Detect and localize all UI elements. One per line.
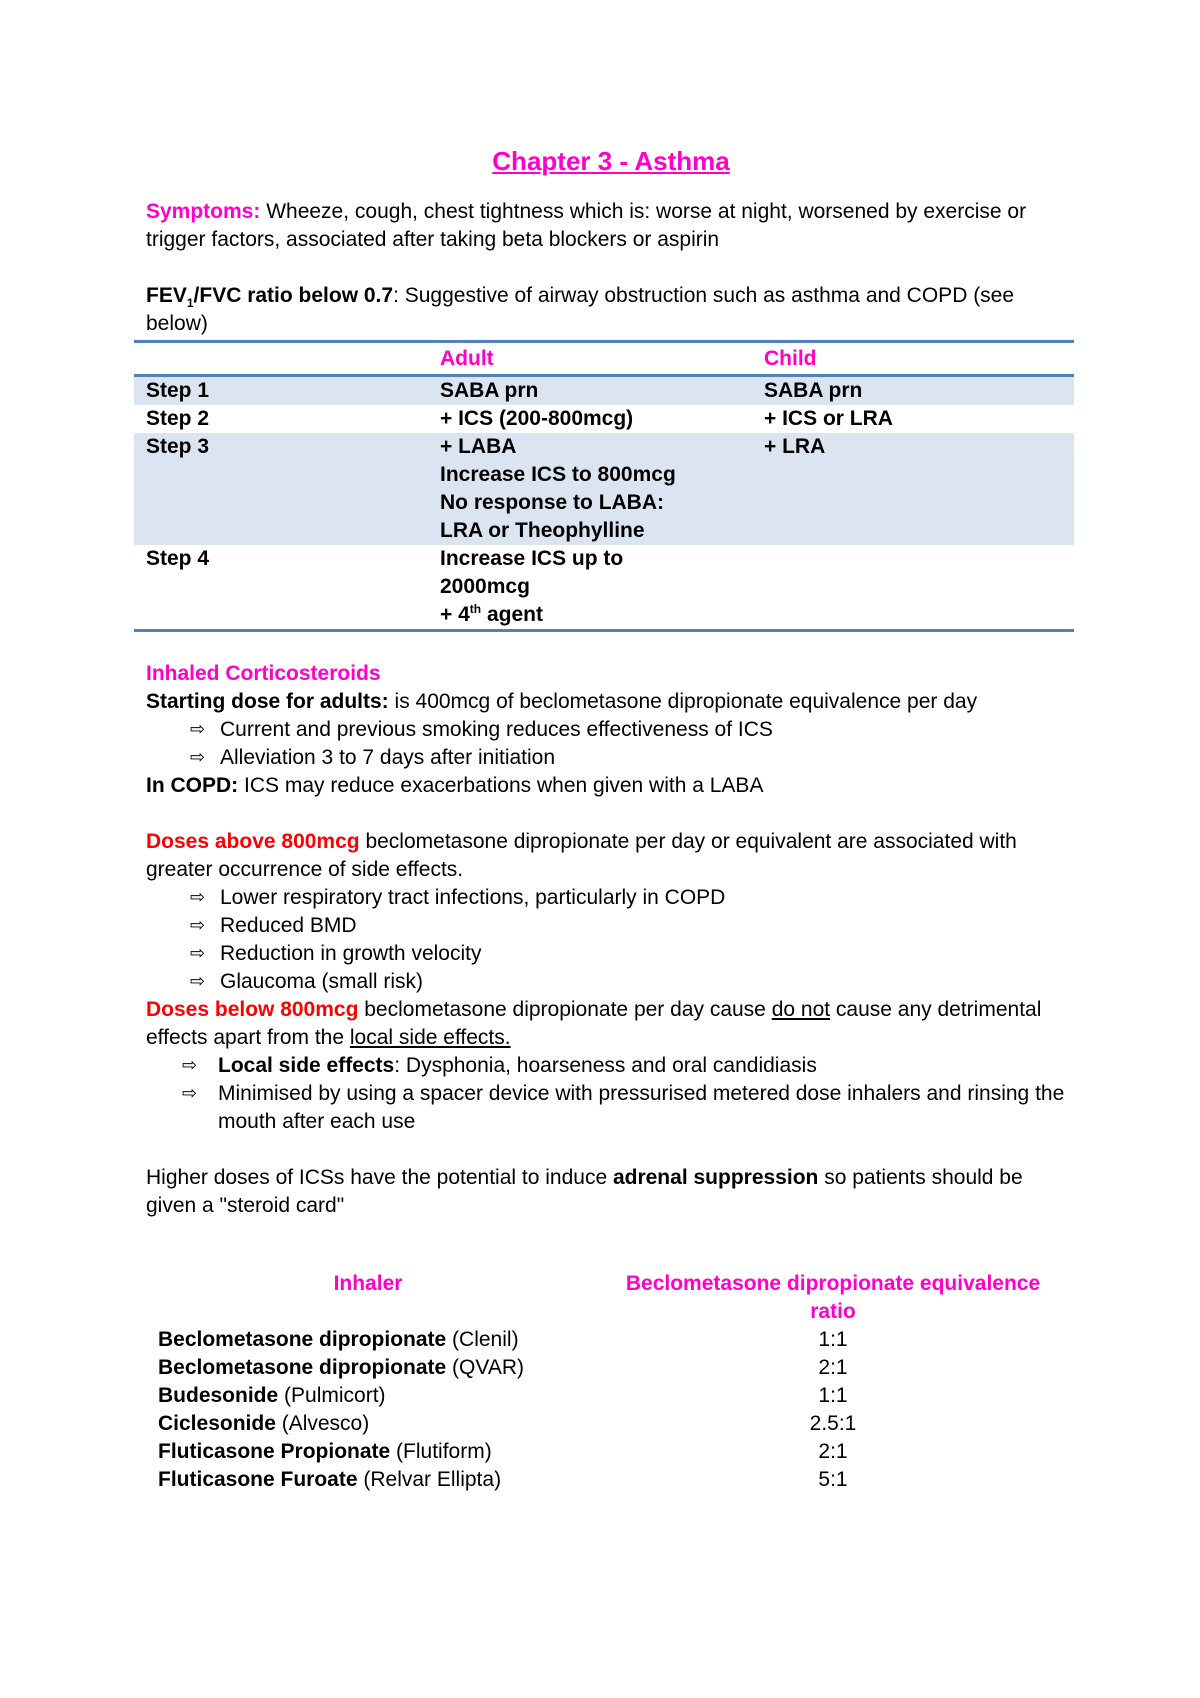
symptoms-text: Wheeze, cough, chest tightness which is: worse at night, worsened by exercise or trigger factors, associated after taking beta blockers or aspirin <box>146 200 1027 251</box>
copd-paragraph: In COPD: ICS may reduce exacerbations when given with a LABA <box>146 774 764 797</box>
child-cell: SABA prn <box>752 376 1074 406</box>
arrow-right-icon: ⇨ <box>190 971 206 992</box>
fev-paragraph <box>146 282 1076 338</box>
adult-cell: Increase ICS up to 2000mcg + 4th agent <box>440 547 624 626</box>
inhaler-header-row <box>146 1270 1076 1326</box>
inhaler-cell: Fluticasone Furoate (Relvar Ellipta) <box>158 1468 502 1491</box>
table-row <box>146 1466 1076 1494</box>
child-cell: + LRA <box>752 433 1074 545</box>
steps-row <box>134 376 1074 406</box>
inhaler-header: Inhaler <box>333 1272 403 1295</box>
ratio-cell: 5:1 <box>818 1468 848 1491</box>
fev-text: : Suggestive of airway obstruction such as asthma and COPD (see below) <box>146 284 1015 335</box>
adult-cell: + ICS (200-800mcg) <box>440 407 634 430</box>
table-row <box>146 1382 1076 1410</box>
local-effects-list <box>146 1052 1076 1136</box>
adult-cell: SABA prn <box>428 376 752 406</box>
arrow-right-icon: ⇨ <box>182 1083 198 1104</box>
doses-below-paragraph: Doses below 800mcg beclometasone dipropionate per day cause do not cause any detrimental effects apart from the local side effects. <box>146 998 1042 1049</box>
table-row <box>146 1410 1076 1438</box>
page-title: Chapter 3 - Asthma <box>492 146 730 176</box>
inhaler-equivalence-table <box>146 1270 1076 1494</box>
step-label: Step 2 <box>146 407 210 430</box>
ics-heading: Inhaled Corticosteroids <box>146 662 381 685</box>
list-item: ⇨ Lower respiratory tract infections, particularly in COPD <box>190 884 1076 912</box>
steps-row <box>134 405 1074 433</box>
list-item: ⇨ Reduced BMD <box>190 912 1076 940</box>
list-item: ⇨ Glaucoma (small risk) <box>190 968 1076 996</box>
child-cell <box>752 545 1074 631</box>
symptoms-label: Symptoms: <box>146 200 261 223</box>
side-effects-list <box>146 884 1076 996</box>
arrow-right-icon: ⇨ <box>190 719 206 740</box>
steps-header-row <box>134 342 1074 376</box>
step-label: Step 4 <box>146 547 210 570</box>
ratio-cell: 1:1 <box>818 1328 848 1351</box>
list-item: ⇨ Minimised by using a spacer device with pressurised metered dose inhalers and rinsing the mouth after each use <box>182 1082 1065 1133</box>
inhaler-cell: Beclometasone dipropionate (Clenil) <box>158 1328 519 1351</box>
inhaler-cell: Budesonide (Pulmicort) <box>158 1384 386 1407</box>
ratio-header: Beclometasone dipropionate equivalence ratio <box>625 1272 1041 1323</box>
document-page <box>146 143 1076 1494</box>
table-row <box>146 1326 1076 1354</box>
starting-dose-paragraph: Starting dose for adults: is 400mcg of beclometasone dipropionate equivalence per day <box>146 690 978 713</box>
ratio-cell: 2:1 <box>818 1356 848 1379</box>
inhaler-cell: Ciclesonide (Alvesco) <box>158 1412 370 1435</box>
fev-label: $FEV_1$/FVC ratio below 0.7 <box>146 284 394 311</box>
table-row <box>146 1354 1076 1382</box>
steps-header-blank <box>134 342 428 376</box>
ics-bullet-list <box>146 716 1076 772</box>
ratio-cell: 2:1 <box>818 1440 848 1463</box>
step-label: Step 3 <box>134 433 428 545</box>
child-cell: + ICS or LRA <box>764 407 893 430</box>
ratio-cell: 1:1 <box>818 1384 848 1407</box>
adrenal-paragraph: Higher doses of ICSs have the potential to induce adrenal suppression so patients should be given a "steroid card" <box>146 1166 1023 1217</box>
ratio-cell: 2.5:1 <box>809 1412 857 1435</box>
inhaler-cell: Beclometasone dipropionate (QVAR) <box>158 1356 524 1379</box>
treatment-steps-table <box>134 340 1074 632</box>
arrow-right-icon: ⇨ <box>190 887 206 908</box>
doses-above-paragraph: Doses above 800mcg beclometasone dipropionate per day or equivalent are associated with greater occurrence of side effects. <box>146 830 1017 881</box>
steps-header-child: Child <box>764 346 817 370</box>
table-row <box>146 1438 1076 1466</box>
list-item: ⇨ Current and previous smoking reduces effectiveness of ICS <box>190 716 1076 744</box>
arrow-right-icon: ⇨ <box>190 943 206 964</box>
steps-row <box>134 545 1074 631</box>
arrow-right-icon: ⇨ <box>182 1055 198 1076</box>
list-item: ⇨ Local side effects: Dysphonia, hoarseness and oral candidiasis <box>182 1052 1076 1080</box>
list-item: ⇨ Reduction in growth velocity <box>190 940 1076 968</box>
inhaler-cell: Fluticasone Propionate (Flutiform) <box>158 1440 492 1463</box>
symptoms-paragraph <box>146 198 1076 254</box>
step-label: Step 1 <box>134 376 428 406</box>
steps-header-adult: Adult <box>440 346 494 370</box>
adult-cell: + LABA Increase ICS to 800mcg No response to LABA: LRA or Theophylline <box>428 433 752 545</box>
arrow-right-icon: ⇨ <box>190 915 206 936</box>
steps-row <box>134 433 1074 545</box>
arrow-right-icon: ⇨ <box>190 747 206 768</box>
list-item: ⇨ Alleviation 3 to 7 days after initiation <box>190 744 1076 772</box>
